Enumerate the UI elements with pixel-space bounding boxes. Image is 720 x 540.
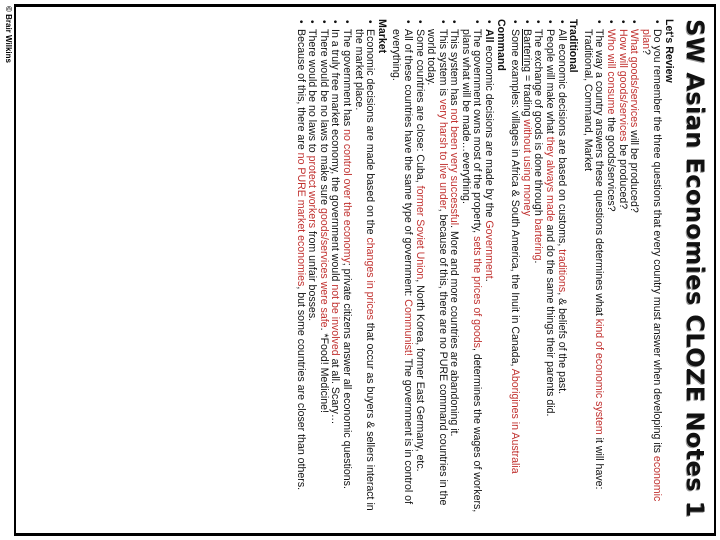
text-run: . [483,278,496,282]
list-item [628,19,640,519]
review-list [581,19,662,519]
list-item [520,19,532,519]
slide-content [16,7,714,533]
slide-title: SW Asian Economies CLOZE Notes 1 [681,19,709,518]
list-item [616,19,628,519]
text-run: . More and more countries are abandoning it. [448,225,461,437]
list-item [425,19,448,519]
text-run: . [532,260,545,264]
cloze-answer: Communist! [401,299,414,356]
cloze-answer: protect workers [306,155,319,229]
text-run: Do you remember the three questions that every country must answer when developing its [651,29,664,456]
text-run: The exchange of goods is done through [532,29,545,219]
cloze-answer: kind of economic system [593,318,606,435]
text-run: that occur as buyers & sellers interact in the market place. [352,29,377,511]
term-bartering: Bartering [520,29,533,72]
cloze-answer: changes in prices [364,237,377,320]
cloze-answer: they always made [544,136,557,222]
cloze-answer: former Soviet Union [413,185,426,280]
text-run: , because of this, there are no PURE command countries in the world today. [425,29,449,506]
cloze-answer: very harsh to live under [436,99,449,209]
list-item [448,19,460,519]
text-run: There would be no laws to make sure [317,29,330,209]
text-run: This system has [448,29,461,109]
cloze-answer: Aborigines in Australia [509,368,522,474]
list-item [604,19,616,519]
text-run: , determines the wages of workers, plans what will be made…everything. [459,29,484,513]
text-run: In a truly free market economy, the government would [329,29,342,285]
text-run: Some countries are close: Cuba, [413,29,426,186]
cloze-answer: not be involved [329,284,342,356]
text-run: will be produced? [628,127,641,213]
command-heading: Command [494,19,507,71]
list-item [390,19,413,519]
text-run: be produced? [616,141,629,210]
text-run: The way a country answers these questions determines what [593,29,606,319]
text-run: it will have: Traditional, Command, Market [581,29,606,490]
text-run: Economic decisions are made based on the [364,29,377,238]
text-run: and do the same things their parents did. [544,221,557,417]
slide-frame [14,4,716,536]
text-run: ? [639,49,652,55]
list-item [581,19,604,519]
list-item [543,19,555,519]
cloze-answer: no control over the economy [340,129,353,263]
copyright-notice [2,6,14,126]
list-item [329,19,341,519]
text-run: Some examples: villages in Africa & South America, the Inuit in Canada, [509,29,522,369]
text-run: People will make what [544,29,557,137]
command-list [390,19,494,519]
text-run: from unfair bosses. [306,228,319,322]
cloze-answer: bartering [532,218,545,261]
cloze-answer: Government [483,220,496,279]
list-item [306,19,318,519]
list-item [413,19,425,519]
text-run: There would be no laws to [306,29,319,156]
list-item [639,19,662,519]
cloze-answer: Who will consume [605,29,618,115]
text-run: the goods/services? [605,114,618,212]
text-run: , but some countries are closer than others. [294,286,307,491]
text-run: economic decisions are made by the [483,42,496,221]
market-list [294,19,375,519]
market-heading: Market [375,19,388,54]
list-item [459,19,482,519]
cloze-answer: traditions [555,249,568,293]
text-run: , & beliefs of the past. [555,292,568,395]
list-item [294,19,306,519]
list-item [555,19,567,519]
text-run: . *Food! Medicine! [317,327,330,413]
cloze-answer: How will goods/services [616,29,629,142]
text-run: All economic decisions are based on customs, [555,29,568,250]
copyright-text: © Brair Wilkins [4,6,13,63]
text-run: , North Korea, former East Germany, etc. [413,279,426,472]
list-item [317,19,329,519]
cloze-answer: What goods/services [628,29,641,128]
list-item [509,19,521,519]
text-run: All of these countries have the same type of government: [401,29,414,300]
list-item [352,19,375,519]
cloze-answer: no PURE market economies [294,152,307,287]
cloze-answer: not been very successful [448,108,461,226]
cloze-answer: economic plan [639,29,664,502]
emphasis-all: All [483,29,496,43]
text-run: The government owns most of the property, [471,29,484,237]
text-run: ; private citizens answer all economic questions. [340,262,353,489]
list-item [340,19,352,519]
text-run: = trading [520,72,533,120]
text-run: The government has [340,29,353,130]
list-item [483,19,495,519]
text-run: The government is in control of everything. [390,29,414,505]
text-run: at all. Scary… [329,355,342,425]
traditional-list [509,19,567,519]
text-run: Because of this, there are [294,29,307,153]
cloze-answer: sets the prices of goods [471,236,484,348]
traditional-heading: Traditional [567,19,580,73]
cloze-answer: without using money [520,119,533,216]
review-heading: Let's Review [663,19,675,83]
list-item [532,19,544,519]
text-run: This system is [436,29,449,100]
cloze-answer: goods/services were safe [317,208,330,328]
slide-canvas [16,7,714,533]
